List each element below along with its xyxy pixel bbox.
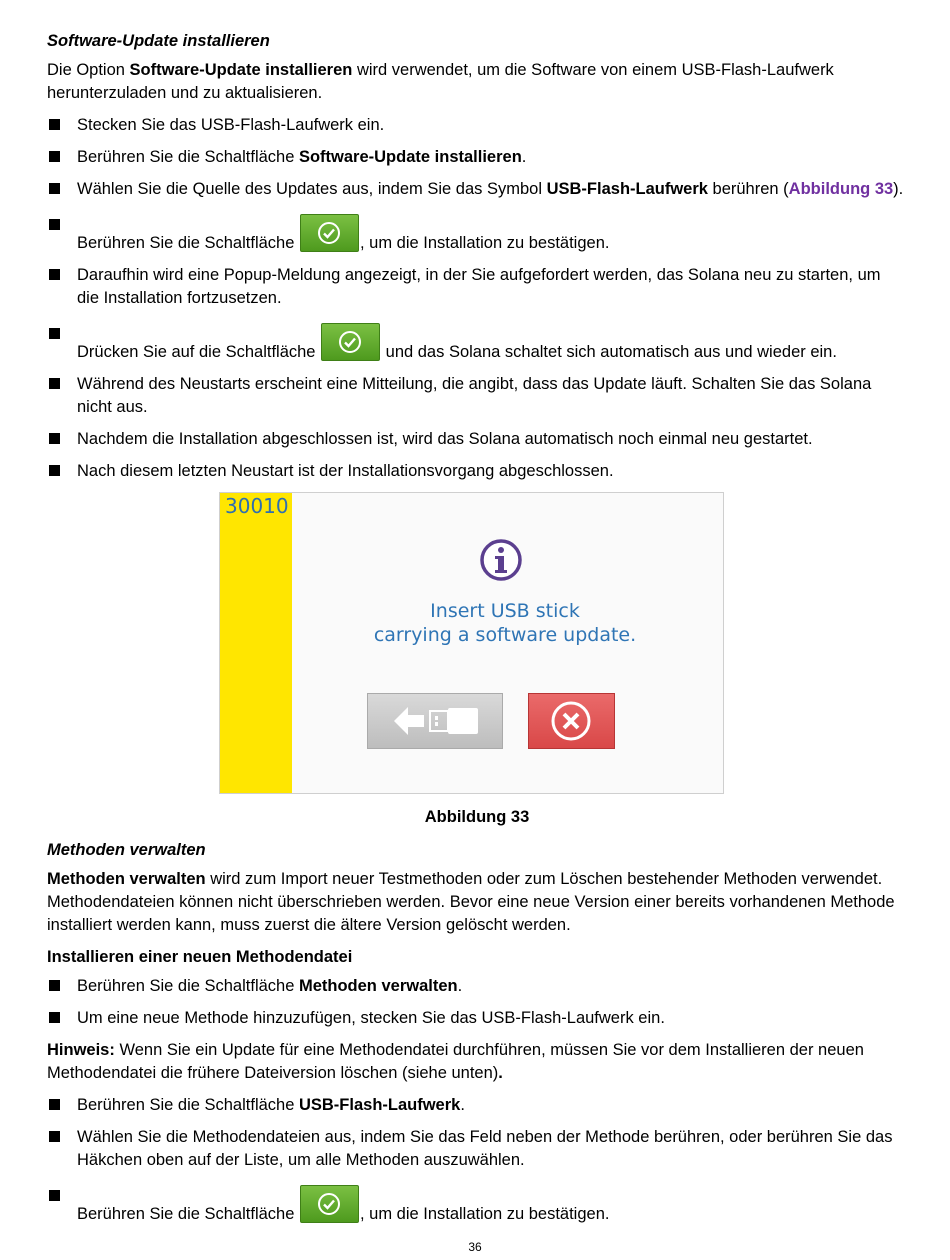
error-code: 30010 bbox=[225, 494, 289, 518]
bullet-icon bbox=[49, 980, 60, 991]
list-item bbox=[47, 178, 907, 201]
step-bold: USB-Flash-Laufwerk bbox=[546, 180, 708, 198]
step-text: berühren ( bbox=[707, 180, 789, 198]
bullet-icon bbox=[49, 1099, 60, 1110]
bullet-icon bbox=[49, 465, 60, 476]
bullet-icon bbox=[49, 151, 60, 162]
list-item bbox=[47, 264, 907, 310]
step-text: . bbox=[457, 977, 463, 995]
step-text: Daraufhin wird eine Popup-Meldung angezeigt, in der Sie aufgefordert werden, das Solana neu zu starten, um die Installation fortzusetzen. bbox=[77, 266, 881, 307]
usb-back-button[interactable] bbox=[367, 693, 503, 749]
bullet-icon bbox=[49, 183, 60, 194]
step-text: Berühren Sie die Schaltfläche bbox=[77, 234, 299, 252]
step-text: Wählen Sie die Methodendateien aus, indem Sie das Feld neben der Methode berühren, oder berühren Sie das Häkchen oben auf der Liste, um alle Methoden auszuwählen. bbox=[77, 1128, 893, 1169]
bullet-icon bbox=[49, 269, 60, 280]
step-bold: USB-Flash-Laufwerk bbox=[298, 1096, 461, 1114]
list-item bbox=[47, 1094, 907, 1117]
message-line: carrying a software update. bbox=[373, 624, 637, 646]
section-intro bbox=[47, 59, 907, 105]
bullet-icon bbox=[49, 378, 60, 389]
list-item bbox=[47, 975, 907, 998]
bullet-icon bbox=[49, 1131, 60, 1142]
step-text: , um die Installation zu bestätigen. bbox=[359, 234, 610, 252]
list-item bbox=[47, 319, 907, 364]
list-item bbox=[47, 1007, 907, 1030]
intro-text: wird zum Import neuer Testmethoden oder zum Löschen bestehender Methoden verwendet. Methodendateien können nicht überschrieben werden. Bevor eine neue Version einer bereits vorhandenen Methode installiert werden kann, muss zuerst die ältere Version gelöscht werden. bbox=[47, 870, 895, 934]
step-text: Berühren Sie die Schaltfläche bbox=[77, 977, 299, 995]
step-list bbox=[47, 1094, 907, 1226]
step-text: Berühren Sie die Schaltfläche bbox=[77, 148, 299, 166]
step-text: Wählen Sie die Quelle des Updates aus, indem Sie das Symbol bbox=[77, 180, 547, 198]
list-item bbox=[47, 210, 907, 255]
note-paragraph bbox=[47, 1039, 907, 1085]
cancel-button[interactable] bbox=[528, 693, 615, 749]
step-text: Nachdem die Installation abgeschlossen ist, wird das Solana automatisch noch einmal neu gestartet. bbox=[77, 430, 813, 448]
step-text: Um eine neue Methode hinzuzufügen, stecken Sie das USB-Flash-Laufwerk ein. bbox=[77, 1009, 665, 1027]
bullet-icon bbox=[49, 433, 60, 444]
figure-caption: Abbildung 33 bbox=[424, 808, 530, 826]
subsection-title: Installieren einer neuen Methodendatei bbox=[47, 948, 353, 966]
figure-usb-prompt bbox=[219, 492, 724, 794]
bullet-icon bbox=[49, 1012, 60, 1023]
list-item bbox=[47, 428, 907, 451]
section-title-methods: Methoden verwalten bbox=[47, 841, 206, 859]
figure-reference-link[interactable]: Abbildung 33 bbox=[788, 180, 894, 198]
intro-text: wird verwendet, um die Software von einem USB-Flash-Laufwerk herunterzuladen und zu aktualisieren. bbox=[47, 61, 834, 102]
list-item bbox=[47, 114, 907, 137]
bullet-icon bbox=[49, 119, 60, 130]
step-text: Drücken Sie auf die Schaltfläche bbox=[77, 343, 321, 361]
dialog-message bbox=[330, 599, 680, 647]
bullet-icon bbox=[49, 219, 60, 230]
note-text: Wenn Sie ein Update für eine Methodendatei durchführen, müssen Sie vor dem Installieren der neuen Methodendatei die frühere Dateiversion löschen (siehe unten) bbox=[47, 1041, 864, 1082]
bullet-icon bbox=[49, 1190, 60, 1201]
step-text: ). bbox=[893, 180, 904, 198]
intro-bold: Software-Update installieren bbox=[129, 61, 353, 79]
step-text: Berühren Sie die Schaltfläche bbox=[77, 1205, 299, 1223]
step-text: Nach diesem letzten Neustart ist der Installationsvorgang abgeschlossen. bbox=[77, 462, 614, 480]
step-text: Stecken Sie das USB-Flash-Laufwerk ein. bbox=[77, 116, 385, 134]
list-item bbox=[47, 1126, 907, 1172]
confirm-checkmark-icon bbox=[300, 1185, 359, 1223]
step-text: . bbox=[521, 148, 527, 166]
status-side-bar bbox=[220, 493, 292, 793]
list-item bbox=[47, 460, 907, 483]
confirm-checkmark-icon bbox=[300, 214, 359, 252]
note-end: . bbox=[498, 1064, 503, 1082]
intro-bold: Methoden verwalten bbox=[47, 870, 206, 888]
step-text: , um die Installation zu bestätigen. bbox=[359, 1205, 610, 1223]
step-text: Während des Neustarts erscheint eine Mitteilung, die angibt, dass das Update läuft. Schalten Sie das Solana nicht aus. bbox=[77, 375, 872, 416]
note-label: Hinweis: bbox=[47, 1041, 115, 1059]
confirm-checkmark-icon bbox=[321, 323, 380, 361]
list-item bbox=[47, 373, 907, 419]
usb-back-icon bbox=[368, 694, 502, 748]
step-list bbox=[47, 975, 907, 1030]
message-line: Insert USB stick bbox=[430, 600, 580, 622]
bullet-icon bbox=[49, 328, 60, 339]
section-title-software-update: Software-Update installieren bbox=[47, 32, 270, 50]
step-text: . bbox=[460, 1096, 465, 1114]
info-icon bbox=[479, 538, 523, 589]
intro-text: Die Option bbox=[47, 61, 130, 79]
section-intro bbox=[47, 868, 907, 937]
list-item bbox=[47, 1181, 907, 1226]
step-text: Berühren Sie die Schaltfläche bbox=[77, 1096, 299, 1114]
page-number: 36 bbox=[468, 1240, 482, 1254]
step-text: und das Solana schaltet sich automatisch aus und wieder ein. bbox=[381, 343, 837, 361]
step-list bbox=[47, 114, 907, 483]
list-item bbox=[47, 146, 907, 169]
step-bold: Methoden verwalten bbox=[298, 977, 458, 995]
document-page bbox=[47, 30, 907, 1235]
step-bold: Software-Update installieren bbox=[298, 148, 522, 166]
cancel-icon bbox=[529, 694, 614, 748]
